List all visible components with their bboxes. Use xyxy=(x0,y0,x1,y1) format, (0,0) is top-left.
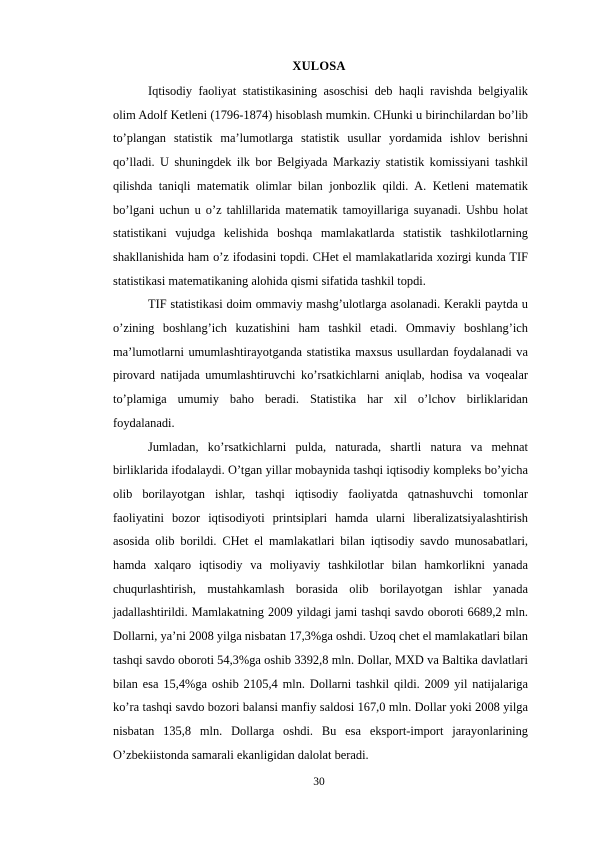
paragraph-2: TIF statistikasi doim ommaviy mashg’ulotlarga asolanadi. Kerakli paytda u o’zining boshlang’ich kuzatishini ham tashkil etadi. Ommaviy boshlang’ich ma’lumotlarni umumlashtirayotganda statistika maxsus usullardan foydalanadi va pirovard natijada umumlashtiruvchi ko’rsatkichlarni aniqlab, hodisa va voqealar to’plamiga umumiy baho beradi. Statistika har xil o’lchov birliklaridan foydalanadi. xyxy=(113,297,528,430)
paragraph-1: Iqtisodiy faoliyat statistikasining asoschisi deb haqli ravishda belgiyalik olim Adolf Ketleni (1796-1874) hisoblash mumkin. CHunki u birinchilardan bo’lib to’plangan statistik ma’lumotlarga statistik usullar yordamida ishlov berishni qo’lladi. U shuningdek ilk bor Belgiyada Markaziy statistik komissiyani tashkil qilishda taniqli matematik olimlar bilan jonbozlik qildi. A. Ketleni matematik bo’lgani uchun u o’z tahlillarida matematik tamoyillariga suyanadi. Ushbu holat statistikani vujudga kelishida boshqa mamlakatlarda statistik tashkilotlarning shakllanishida ham o’z ifodasini topdi. CHet el mamlakatlarida xozirgi kunda TIF statistikasi matematikaning alohida qismi sifatida tashkil topdi. xyxy=(113,84,528,288)
paragraph-3: Jumladan, ko’rsatkichlarni pulda, naturada, shartli natura va mehnat birliklarida ifodalaydi. O’tgan yillar mobaynida tashqi iqtisodiy kompleks bo’yicha olib borilayotgan ishlar, tashqi iqtisodiy faoliyatda qatnashuvchi tomonlar faoliyatini bozor iqtisodiyoti printsiplari hamda ularni liberalizatsiyalashtirish asosida olib borildi. CHet el mamlakatlari bilan iqtisodiy savdo munosabatlari, hamda xalqaro iqtisodiy va moliyaviy tashkilotlar bilan hamkorlikni yanada chuqurlashtirish, mustahkamlash borasida olib borilayotgan ishlar yanada jadallashtirildi. Mamlakatning 2009 yildagi jami tashqi savdo oboroti 6689,2 mln. Dollarni, ya’ni 2008 yilga nisbatan 17,3%ga oshdi. Uzoq chet el mamlakatlari bilan tashqi savdo oboroti 54,3%ga oshib 3392,8 mln. Dollar, MXD va Baltika davlatlari bilan esa 15,4%ga oshib 2105,4 mln. Dollarni tashkil qildi. 2009 yil natijalariga ko’ra tashqi savdo bozori balansi manfiy saldosi 167,0 mln. Dollar yoki 2008 yilga nisbatan 135,8 mln. Dollarga oshdi. Bu esa eksport-import jarayonlarining O’zbekiistonda samarali ekanligidan dalolat beradi. xyxy=(113,439,528,762)
section-heading: XULOSA xyxy=(292,59,346,73)
body-text xyxy=(113,80,528,767)
page-number: 30 xyxy=(313,776,325,788)
